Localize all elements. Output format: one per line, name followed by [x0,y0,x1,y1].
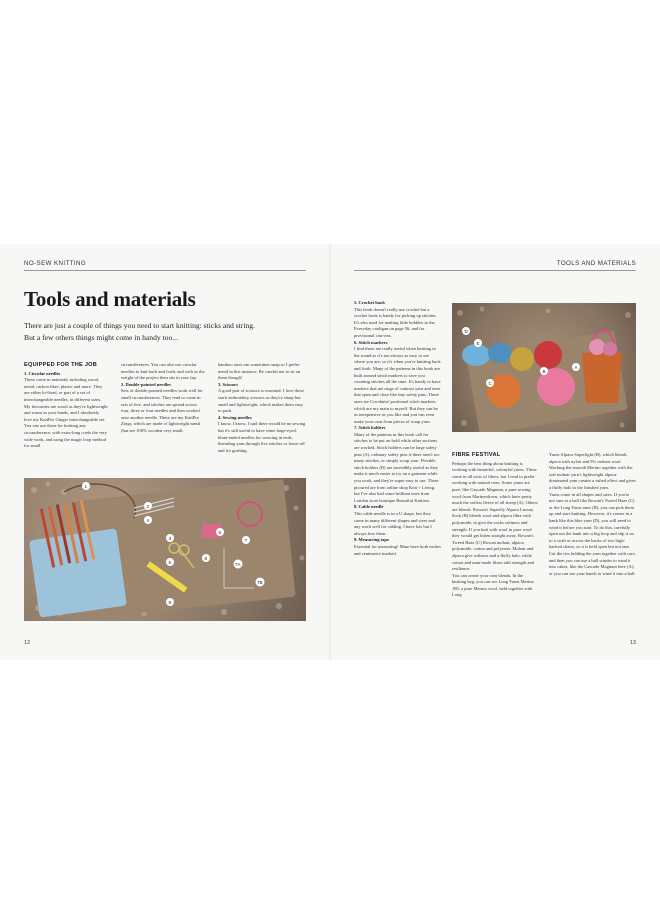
tools-label-7a: 7A [235,562,241,567]
subheading-measuring-tape: 9. Measuring tape [354,537,389,543]
running-head-left: NO-SEW KNITTING [24,260,87,267]
paragraph-dpns-continued: bamboo ones can sometimes snap so I prefer metal in this instance. Be careful not to sit on them though! [218,362,301,381]
tools-label-5: 5 [168,560,172,565]
paragraph-fibre: Perhaps the best thing about knitting is working with beautiful, colourful yarns. These come in all sorts of fibres, but I tend to prefer working with natural ones. Some yarns are pure, like Cascade Magnum, a pure sewing wool from Marinesdown, which have pretty much the softest fleece of all sheep (A). Others are blends. Rowan's Superfly Alpaca Luxury Sock (B) blends wool and alpaca fibre with polyamide, to give the socks softness and strength. If you knit with wool in pure wool they would get bitten straight away. Rowan's Tweed Haze (C) Rowan mohair, alpaca, polyamide, cotton and polyester. Mohair and alpaca give softness and a fluffy halo, while cotton and man-made fibres add strength and resilience. [452,460,538,572]
subheading-stitch-markers: 6. Stitch markers [354,339,388,345]
photo-yarn-selection [452,303,636,432]
yarn-label-e: E [476,341,480,346]
yarn-label-d: D [464,329,468,334]
tools-illustration [24,478,306,621]
paragraph-dpns: Sets of double-pointed needles work well for small circumferences. They tend to come in sets of five, and stitches are spread across four, three or four needles and then worked onto another needle. These are my KnitPro Zings, which are made of lightweight metal (but are 100% wooden very small, [121,388,203,433]
paragraph-stitch-holders: Many of the patterns in this book call for stitches to be put on hold while other sections are worked. Stitch holders can be large safety pins (A), ordinary safety pins if there aren't too many stitches, or simply scrap yarn. Flexible stitch holders (B) are incredibly useful as they make it much easier to try on a garment while you work, and they're super easy to use. These pictured are from online shop Knit + Living, but I've also had some brilliant ones from London store boutique Beautiful Knitters. [354,431,440,503]
paragraph-fibre-continued: Yarns Alpaca Superlight (B), which blends alpaca with nylon and 5% mohair wool. Working the smooth Merino together with the soft mohair yarn's lightweight alpaca-dominated yarn creates a tufted effect and gives a fluffy halo to the finished yarn. [549,452,636,490]
paragraph-stitch-markers: I find these are really useful when knitting in the round as it's not always as easy to see where you are, so it's when you're knitting back and forth. Many of the patterns in this book are built around stitch markers to save you counting stitches all the time. It's handy to have markers that are rings of contrast yarn and ones that open and close like tiny safety pins. These ones are Cocoknits' positional stitch markers, which are my main to myself. But they can be as inexpensive as you like and you can even make your own from pieces of scrap yarn. [354,346,441,424]
tools-label-9: 9 [168,600,172,605]
text-column-2 [121,362,205,435]
text-column-6 [549,452,636,577]
paragraph-measuring-tape: Essential for measuring! Mine have both inches and centimetre marked. [354,543,441,556]
text-column-3 [218,362,306,454]
header-rule-right [354,270,636,271]
tools-label-6: 6 [218,530,222,535]
tools-label-4: 4 [146,518,150,523]
text-column-1 [24,362,108,450]
text-column-4 [354,300,441,557]
tools-label-2: 2 [146,504,150,509]
tools-label-7: 7 [244,538,248,543]
subheading-crochet-hook: 5. Crochet hook [354,300,385,305]
running-head-right: TOOLS AND MATERIALS [556,260,636,267]
book-spread [0,244,660,660]
yarn-ball-mustard [510,347,534,371]
knitting-bag [582,353,622,403]
section-heading-fibre: FIBRE FESTIVAL [452,452,501,458]
paragraph-circular-continued: circumferences. You can also use circular needles to knit back and forth, and with as the weight of the project then sits in your lap. [121,362,205,381]
paragraph-circular-needles: These come in materials including wood, metal, carbon fibre, plastic and more. They are either bi-fixed, or part of a set of interchangeable needles, in different sizes. My favourites are wood as they're lightweight and warm in your hands, and I absolutely love my KnitPro Ginger interchangeable set. You can use these for knitting any circumference, with extra-long cords the very wide work, and using the magic loop method for small [24,377,108,449]
subheading-cable-needle: 8. Cable needle [354,504,384,510]
yarn-label-b: B [542,369,546,374]
subheading-circular-needles: 1. Circular needles [24,370,61,376]
page-number-right: 13 [629,640,636,646]
page-number-left: 12 [24,640,31,646]
needle-case [29,528,127,617]
tools-label-3: 3 [168,536,172,541]
section-heading-equipped: EQUIPPED FOR THE JOB [24,362,98,368]
yarn-ball-orange [487,374,521,408]
book-gutter [329,244,331,660]
yarn-ball-blue [488,343,512,363]
page-title: Tools and materials [24,287,196,311]
bag-yarn-mauve [603,342,617,356]
paragraph-scissors: A good pair of scissors is essential. I love these stork embroidery scissors as they're sharp but small and lightweight, which makes them easy to pack. [218,388,304,414]
yarn-ball-red [534,341,562,369]
text-column-5 [452,452,538,599]
paragraph-crochet-hook: This book doesn't really use crochet but a crochet hook is handy for picking up stitches. It's also used for making little bobbles in the Everyday cardigan on page 56, and for provisional cast-ons. [354,306,437,338]
tools-label-8: 8 [204,556,208,561]
yarn-hank-blue [462,344,490,366]
yarn-illustration [452,303,636,432]
intro-paragraph: There are just a couple of things you need to start knitting: sticks and string. But a few others things might come in handy too... [24,321,255,342]
paragraph-cable-needle: This cable needle is in a U shape, but they come in many different shapes and sizes and any work well for cabling. I have lots but I always lose them. [354,511,436,536]
header-rule-left [24,270,306,271]
subheading-stitch-holders: 7. Stitch holders [354,425,386,431]
subheading-sewing-needles: 4. Sewing needles [218,414,252,420]
photo-knitting-tools [24,478,306,621]
yarn-label-a: A [574,365,578,370]
subheading-scissors: 3. Scissors [218,381,238,387]
bag-yarn-pink [589,339,605,355]
subheading-dpns: 2. Double-pointed needles [121,381,171,387]
tools-label-1: 1 [84,484,88,489]
paragraph-yarn-shapes: Yarns come in all shapes and sizes. If you're not sure at a ball like Rowan's Tweed Haze (C) or the Long Yarns ones (B), you can pick them up and start knitting. However, it's comes in a hank like this blue yarn (D), you will need to wind it before you start. To do this, carefully open out the hank into a big loop and slip it on to a swift or across the backs of two high-backed chairs, so it is held open but not taut. Cut the ties holding the yarn together with care, and then you can use a ball winder to wind it into cakes, like the Cascade Magnum here (A), or you can use your hands to wind it into a ball. [549,491,636,576]
paragraph-fibre-blends: You can create your own blends. In the knitting bag, you can see Long Yarns Merino 180, a pure Merino wool, held together with Long [452,572,534,598]
tools-label-7b: 7B [257,580,263,585]
yarn-label-c: C [488,381,492,386]
paragraph-sewing-needles: I know, I know, I said there would be no sewing but it's still useful to have some large-eyed, blunt-ended needles for weaving in ends, threading yarn through live stitches or loose-off and for grafting. [218,421,306,453]
